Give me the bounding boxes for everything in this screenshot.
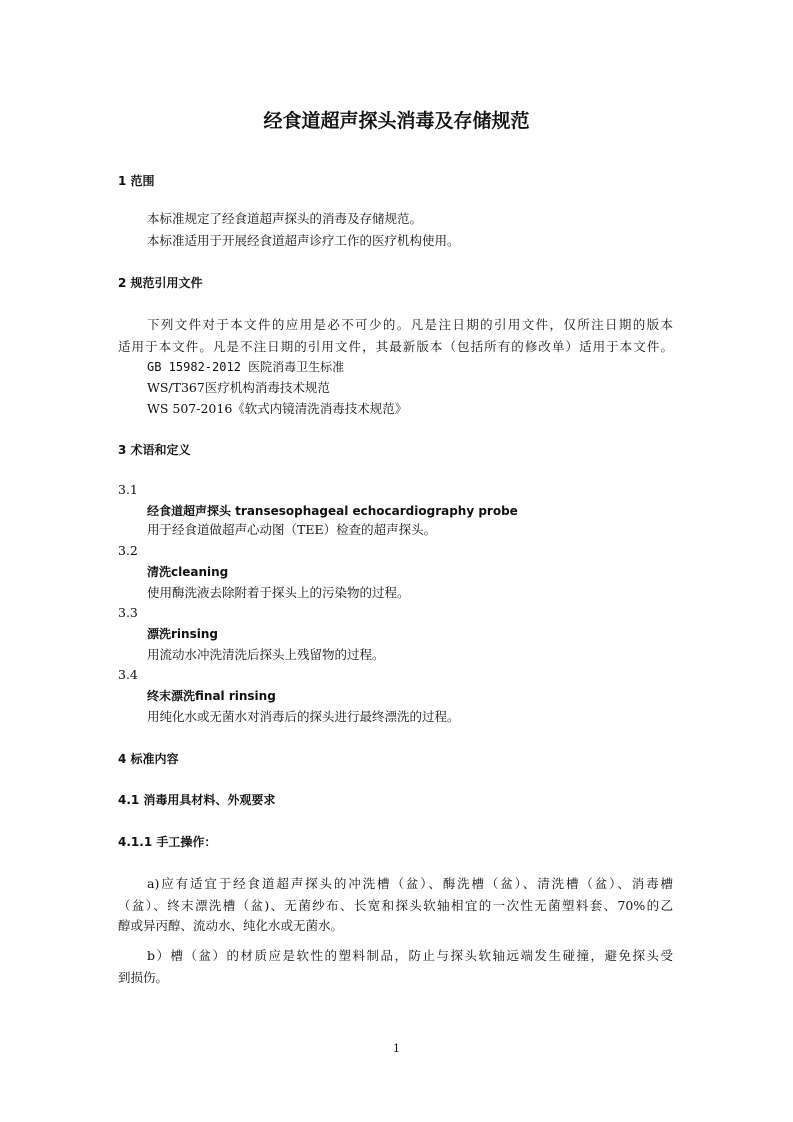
term-name: 清洗cleaning xyxy=(147,565,229,579)
reference-item: WS/T367医疗机构消毒技术规范 xyxy=(147,380,330,395)
subsection-heading: 4.1 消毒用具材料、外观要求 xyxy=(118,793,276,807)
page-number: 1 xyxy=(393,1042,400,1055)
paragraph: 醇或异丙醇、流动水、纯化水或无菌水。 xyxy=(118,918,344,933)
term-number: 3.2 xyxy=(118,543,138,558)
paragraph: 本标准适用于开展经食道超声诊疗工作的医疗机构使用。 xyxy=(147,233,460,248)
term-name: 终末漂洗final rinsing xyxy=(147,689,276,703)
paragraph: b）槽（盆）的材质应是软性的塑料制品，防止与探头软轴远端发生碰撞，避免探头受 xyxy=(147,948,673,963)
term-definition: 用于经食道做超声心动图（TEE）检查的超声探头。 xyxy=(147,522,437,537)
term-definition: 使用酶洗液去除附着于探头上的污染物的过程。 xyxy=(147,585,410,600)
reference-item: GB 15982-2012 医院消毒卫生标准 xyxy=(147,360,345,374)
subsection-heading: 4.1.1 手工操作： xyxy=(118,835,217,849)
reference-item: WS 507-2016《软式内镜清洗消毒技术规范》 xyxy=(147,401,408,416)
paragraph: 适用于本文件。凡是不注日期的引用文件，其最新版本（包括所有的修改单）适用于本文件。 xyxy=(118,339,673,354)
term-number: 3.4 xyxy=(118,667,138,682)
section-3-heading: 3 术语和定义 xyxy=(118,443,191,457)
term-definition: 用流动水冲洗清洗后探头上残留物的过程。 xyxy=(147,647,385,662)
section-4-heading: 4 标准内容 xyxy=(118,752,179,766)
term-number: 3.1 xyxy=(118,482,138,497)
paragraph: 下列文件对于本文件的应用是必不可少的。凡是注日期的引用文件，仅所注日期的版本 xyxy=(147,317,673,332)
paragraph: a)应有适宜于经食道超声探头的冲洗槽（盆）、酶洗槽（盆）、清洗槽（盆）、消毒槽 xyxy=(147,876,673,891)
term-definition: 用纯化水或无菌水对消毒后的探头进行最终漂洗的过程。 xyxy=(147,709,460,724)
paragraph: 到损伤。 xyxy=(118,970,169,985)
paragraph: （盆）、终末漂洗槽（盆)、无菌纱布、长宽和探头软轴相宜的一次性无菌塑料套、70%的乙 xyxy=(118,898,673,913)
term-number: 3.3 xyxy=(118,605,138,620)
document-title: 经食道超声探头消毒及存储规范 xyxy=(263,110,530,132)
section-1-heading: 1 范围 xyxy=(118,174,155,188)
term-name: 漂洗rinsing xyxy=(147,627,218,641)
paragraph: 本标准规定了经食道超声探头的消毒及存储规范。 xyxy=(147,211,423,226)
section-2-heading: 2 规范引用文件 xyxy=(118,276,203,290)
term-name: 经食道超声探头 transesophageal echocardiography probe xyxy=(147,504,518,518)
